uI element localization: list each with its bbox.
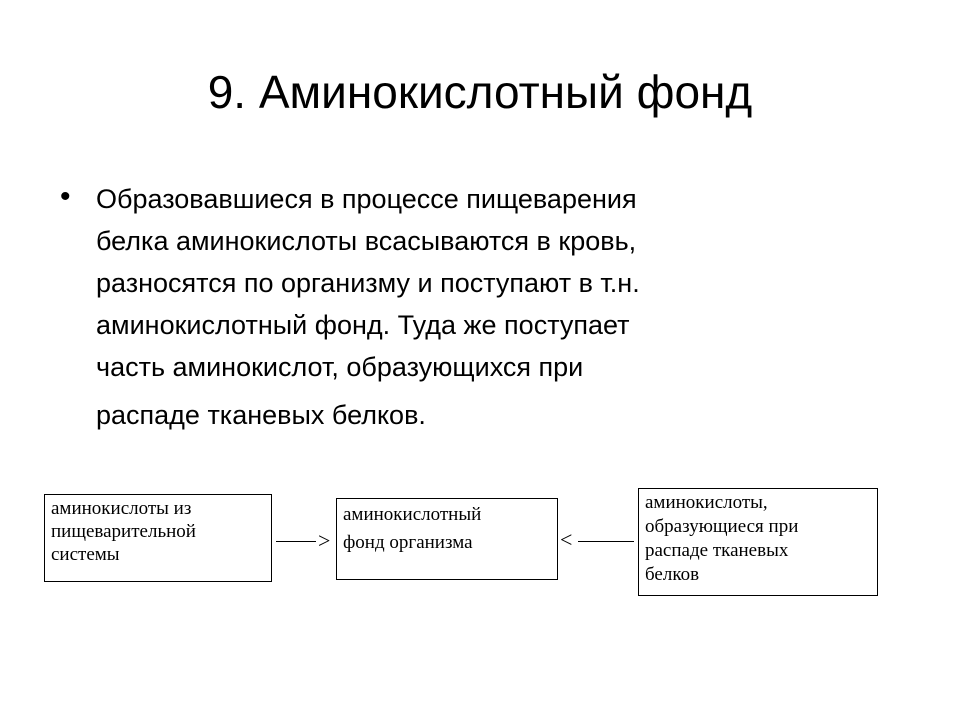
arrow-left-shaft	[578, 541, 634, 542]
bullet-text	[96, 178, 896, 436]
digestive-amino-acids-box	[44, 494, 272, 582]
bullet-line-1: Образовавшиеся в процессе пищеварения	[96, 184, 637, 214]
arrow-right-shaft	[276, 541, 316, 542]
box-line: аминокислоты из	[51, 498, 192, 519]
box-line: белков	[645, 564, 700, 585]
arrow-left-head: <	[560, 527, 573, 552]
bullet-line-4: аминокислотный фонд. Туда же поступает	[96, 310, 630, 340]
amino-acid-pool-box	[336, 498, 558, 580]
box-line: аминокислоты,	[645, 492, 768, 513]
bullet-line-6: распаде тканевых белков.	[96, 400, 426, 430]
box-line: образующиеся при	[645, 516, 799, 537]
bullet-marker: •	[60, 180, 71, 213]
tissue-protein-amino-acids-box	[638, 488, 878, 596]
slide-title: 9. Аминокислотный фонд	[207, 66, 753, 118]
box-line: аминокислотный	[343, 504, 482, 525]
bullet-line-3: разносятся по организму и поступают в т.н.	[96, 268, 640, 298]
box-line: системы	[51, 544, 120, 565]
arrow-right-head: >	[318, 528, 331, 553]
bullet-line-2: белка аминокислоты всасываются в кровь,	[96, 226, 637, 256]
box-line: пищеварительной	[51, 521, 196, 542]
box-line: распаде тканевых	[645, 540, 789, 561]
box-line: фонд организма	[343, 532, 473, 553]
bullet-line-5: часть аминокислот, образующихся при	[96, 352, 584, 382]
